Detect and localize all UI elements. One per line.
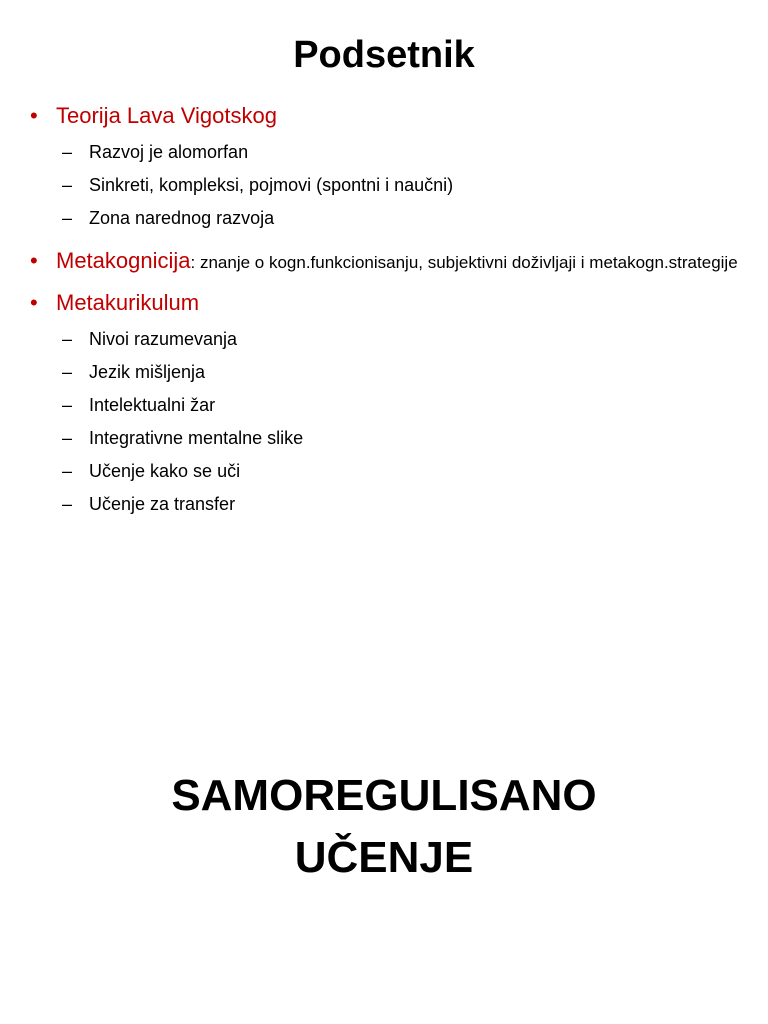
list-item: – Jezik mišljenja [62,362,206,382]
bullet-description: : znanje o kogn.funkcionisanju, subjektivni doživljaji i metakogn.strategije [190,253,738,272]
next-slide-title [0,765,768,889]
list-item: – Učenje kako se uči [62,461,241,481]
bullet-heading: Teorija Lava Vigotskog [56,103,277,128]
bullet-marker: • [30,290,38,315]
sub-list [62,323,750,521]
list-item: – Nivoi razumevanja [62,329,238,349]
slide-title: Podsetnik [293,34,475,76]
list-item: – Razvoj je alomorfan [62,142,249,162]
list-item: – Integrativne mentalne slike [62,428,304,448]
bullet-heading: Metakurikulum [56,290,200,315]
list-item: – Zona narednog razvoja [62,208,275,228]
slide-content [30,100,750,531]
bullet-teorija [30,100,750,235]
bullet-metakurikulum [30,287,750,521]
bullet-metakognicija [30,245,750,277]
bullet-heading: Metakognicija [56,248,191,273]
next-slide-title-line2: UČENJE [294,833,474,882]
next-slide-title-line1: SAMOREGULISANO [171,771,597,820]
list-item: – Sinkreti, kompleksi, pojmovi (spontni i naučni) [62,175,454,195]
list-item: – Intelektualni žar [62,395,216,415]
list-item: – Učenje za transfer [62,494,236,514]
bullet-marker: • [30,248,38,273]
bullet-marker: • [30,103,38,128]
sub-list [62,136,750,235]
